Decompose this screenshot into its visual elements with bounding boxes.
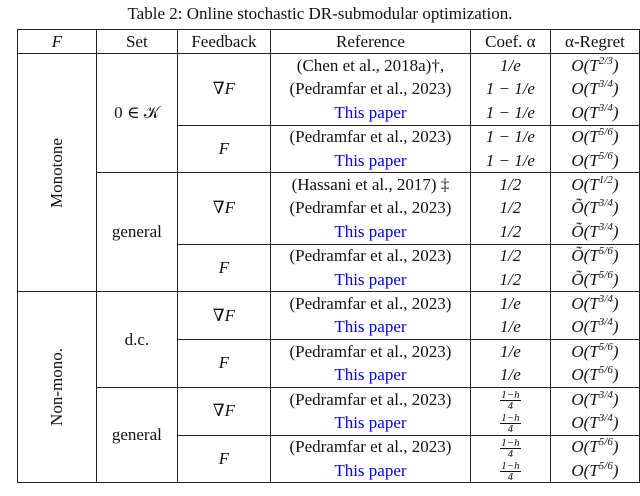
regret-exponent: 5/6 [598,126,613,139]
coef-cell [470,387,550,411]
table-row [18,387,640,411]
coef-cell: 1/e [470,363,550,387]
table-row [18,292,640,316]
regret-exponent: 5/6 [598,436,613,449]
coef-cell: 1/e [470,292,550,316]
header-feedback: Feedback [177,30,270,54]
coef-cell [470,411,550,435]
reference-cell: (Pedramfar et al., 2023) [271,244,471,268]
reference-cell: This paper [271,363,471,387]
fraction-numerator: 1−h [501,412,520,425]
coef-cell: 1 − 1/e [470,101,550,125]
regret-cell: $O(T^{3/4})$ [550,411,639,435]
reference-cell: This paper [271,316,471,340]
coef-cell: 1/2 [470,268,550,292]
coef-cell: 1/2 [470,197,550,220]
set-cell: d.c. [96,292,177,388]
regret-cell: $O(T^{3/4})$ [550,387,639,411]
group-label: Monotone [46,137,66,208]
reference-cell: (Hassani et al., 2017) ‡ [271,173,471,197]
regret-cell: $O(T^{3/4})$ [550,78,639,101]
regret-cell: $Õ(T^{5/6})$ [550,268,639,292]
regret-cell: $O(T^{3/4})$ [550,316,639,340]
header-coef: Coef. α [470,30,550,54]
feedback-cell: ∇F [177,173,270,244]
reference-cell: (Chen et al., 2018a)†, [271,54,471,78]
fraction [500,413,520,434]
feedback-cell: ∇F [177,387,270,435]
group-cell [18,292,97,483]
coef-cell: 1/e [470,316,550,340]
regret-cell: $O(T^{5/6})$ [550,459,639,483]
coef-cell: 1/2 [470,220,550,244]
coef-cell [470,459,550,483]
table-row [18,173,640,197]
regret-exponent: 5/6 [598,245,613,258]
header-set: Set [96,30,177,54]
reference-cell: (Pedramfar et al., 2023) [271,387,471,411]
reference-cell: (Pedramfar et al., 2023) [271,197,471,220]
regret-exponent: 5/6 [598,268,613,281]
coef-cell [470,435,550,459]
fraction-denominator: 4 [507,447,514,460]
group-cell [18,54,97,292]
reference-cell: (Pedramfar et al., 2023) [271,78,471,101]
regret-cell: $O(T^{5/6})$ [550,435,639,459]
regret-cell: $O(T^{1/2})$ [550,173,639,197]
set-cell: general [96,387,177,483]
regret-exponent: 3/4 [598,316,613,329]
fraction-numerator: 1−h [501,388,520,401]
header-regret: α-Regret [550,30,639,54]
coef-cell: 1 − 1/e [470,78,550,101]
results-table [17,29,640,483]
regret-cell: $O(T^{5/6})$ [550,125,639,149]
reference-cell: (Pedramfar et al., 2023) [271,292,471,316]
coef-cell: 1/2 [470,244,550,268]
regret-exponent: 3/4 [598,101,613,114]
reference-cell: This paper [271,411,471,435]
regret-cell: $Õ(T^{3/4})$ [550,220,639,244]
coef-cell: 1/2 [470,173,550,197]
regret-exponent: 1/2 [598,174,613,187]
table-caption: Table 2: Online stochastic DR-submodular optimization. [127,4,513,23]
feedback-cell: F [177,435,270,483]
reference-cell: (Pedramfar et al., 2023) [271,125,471,149]
regret-cell: $O(T^{3/4})$ [550,101,639,125]
feedback-cell: ∇F [177,292,270,340]
regret-cell: $O(T^{3/4})$ [550,292,639,316]
regret-cell: $O(T^{5/6})$ [550,363,639,387]
reference-cell: This paper [271,268,471,292]
regret-exponent: 3/4 [598,411,613,424]
set-cell: general [96,173,177,292]
fraction-denominator: 4 [507,423,514,436]
fraction [500,438,520,459]
feedback-cell: F [177,125,270,173]
feedback-cell: F [177,244,270,292]
reference-cell: This paper [271,459,471,483]
feedback-cell: ∇F [177,54,270,125]
reference-cell: This paper [271,149,471,173]
fraction-denominator: 4 [507,471,514,484]
fraction [500,461,520,482]
fraction [500,390,520,411]
coef-cell: 1 − 1/e [470,125,550,149]
header-f: F [18,30,97,54]
regret-exponent: 5/6 [598,364,613,377]
set-cell: 0 ∈ 𝒦 [96,54,177,173]
fraction-numerator: 1−h [501,460,520,473]
reference-cell: (Pedramfar et al., 2023) [271,435,471,459]
regret-cell: $Õ(T^{3/4})$ [550,197,639,220]
coef-cell: 1/e [470,340,550,364]
coef-cell: 1/e [470,54,550,78]
regret-exponent: 5/6 [598,149,613,162]
regret-cell: $Õ(T^{5/6})$ [550,244,639,268]
fraction-numerator: 1−h [501,436,520,449]
table-header-row [18,30,640,54]
regret-exponent: 3/4 [598,292,613,305]
reference-cell: (Pedramfar et al., 2023) [271,340,471,364]
regret-exponent: 3/4 [598,220,613,233]
reference-cell: This paper [271,101,471,125]
regret-cell: $O(T^{5/6})$ [550,149,639,173]
coef-cell: 1 − 1/e [470,149,550,173]
regret-exponent: 3/4 [598,197,613,210]
feedback-cell: F [177,340,270,388]
table-row [18,54,640,78]
header-reference: Reference [271,30,471,54]
group-label: Non-mono. [46,348,66,427]
regret-exponent: 5/6 [598,459,613,472]
reference-cell: This paper [271,220,471,244]
regret-cell: $O(T^{2/3})$ [550,54,639,78]
fraction-denominator: 4 [507,399,514,412]
regret-exponent: 5/6 [598,340,613,353]
regret-exponent: 3/4 [598,388,613,401]
regret-exponent: 2/3 [598,55,613,68]
regret-exponent: 3/4 [598,78,613,91]
regret-cell: $O(T^{5/6})$ [550,340,639,364]
